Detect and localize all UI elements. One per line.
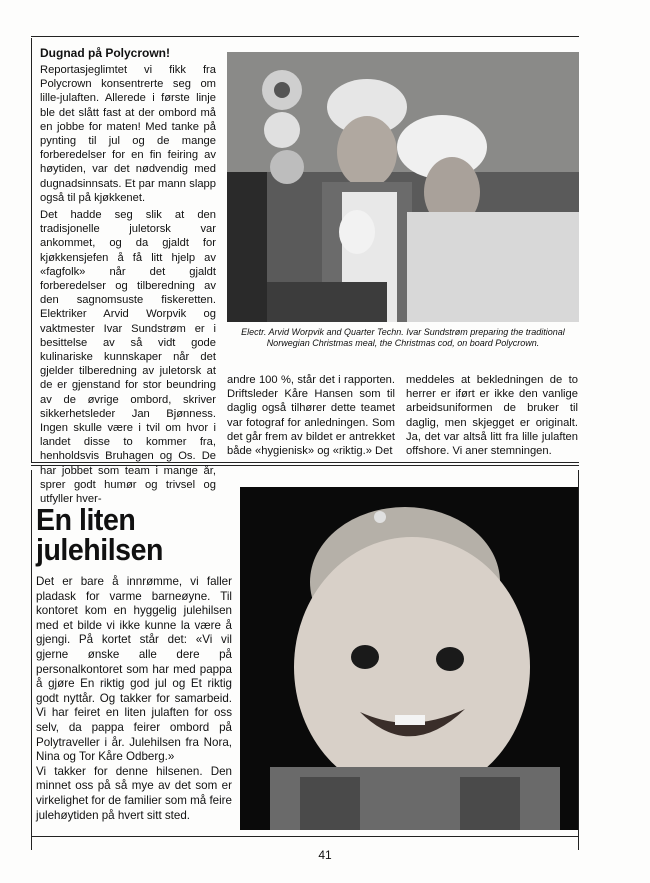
greeting-paragraph-1: Det er bare å innrømme, vi faller pladask for varme barneøyne. Til kontoret kom en hyggelig julehilsen med et bilde vi ikke kunne la være å gjengi. På kortet står det: «Vi vil gjerne ønske alle dere på personalkontoret som har med pappa å gjøre En riktig god jul og Et riktig godt nyttår. Og takker for samarbeid. Vi har feiret en liten julaften for oss selv, da pappa feirer ombord på Polytraveller i år. Julehilsen fra Nora, Nina og Tor Kåre Odberg.» (36, 575, 232, 764)
article-column-3: meddeles at bekledningen de to herrer er iført er ikke den vanlige arbeidsuniformen de bruker til daglig, men skjegget er originalt. Ja, det var altså litt fra lille julaften offshore. Vi aner stemningen. (406, 374, 578, 458)
greeting-body (36, 575, 232, 823)
right-rule (578, 470, 579, 850)
article-column-1 (40, 63, 216, 509)
cooks-photo-image (227, 52, 579, 322)
page-number: 41 (318, 848, 332, 862)
child-photo (240, 487, 578, 830)
article-heading: Dugnad på Polycrown! (40, 46, 171, 60)
child-photo-image (240, 487, 578, 830)
greeting-title: En liten julehilsen (36, 502, 163, 567)
top-rule (31, 36, 579, 37)
bottom-rule-3 (31, 836, 579, 837)
paragraph-1: Reportasjeglimtet vi fikk fra Polycrown konsentrerte seg om lille-julaften. Allerede i første linje ble det slått fast at der ombord må en jobbe for maten! Med tanke på pynting til jul og de mange forberedelser for en fin feiring av høytiden, var det nødvendig med dugnadsinnsats. Et par mann slapp også til på kjøkkenet. (40, 64, 216, 204)
cooks-photo (227, 52, 579, 322)
photo-caption: Electr. Arvid Worpvik and Quarter Techn. Ivar Sundstrøm preparing the traditional Norwegian Christmas meal, the Christmas cod, on board Polycrown. (241, 327, 565, 348)
left-rule-bottom (31, 470, 32, 850)
greeting-paragraph-2: Vi takker for denne hilsenen. Den minnet oss på så mye av det som er virkelighet for de familier som må feire julehøytiden på hvert sitt sted. (36, 764, 232, 822)
article-column-2: andre 100 %, står det i rapporten. Driftsleder Kåre Hansen som til daglig også tilhører dette teamet var fotograf for anledningen. Som det går frem av bildet er antrekket både «hygienisk» og «riktig.» Det (227, 374, 395, 458)
paragraph-2: Det hadde seg slik at den tradisjonelle juletorsk var ankommet, og da gjaldt for kjøkkensjefen å få litt hjelp av «fagfolk» når det gjaldt forberedelser og tilberedning av den sagnomsuste fiskeretten. Elektriker Arvid Worpvik og vaktmester Ivar Sundstrøm er i besittelse av så vidt gode kulinariske kunnskaper når det gjelder tilberedning av juletorsk at de er gjenstand for stor beundring av de øvrige ombord, skriver sikkerhetsleder Jan Bjønness. Ingen skulle være i tvil om hvor i landet disse to kommer fra, henholdsvis Bruhagen og Os. De har jobbet som team i mange år, sprer godt humør og trivsel og utfyller hver- (40, 209, 216, 506)
